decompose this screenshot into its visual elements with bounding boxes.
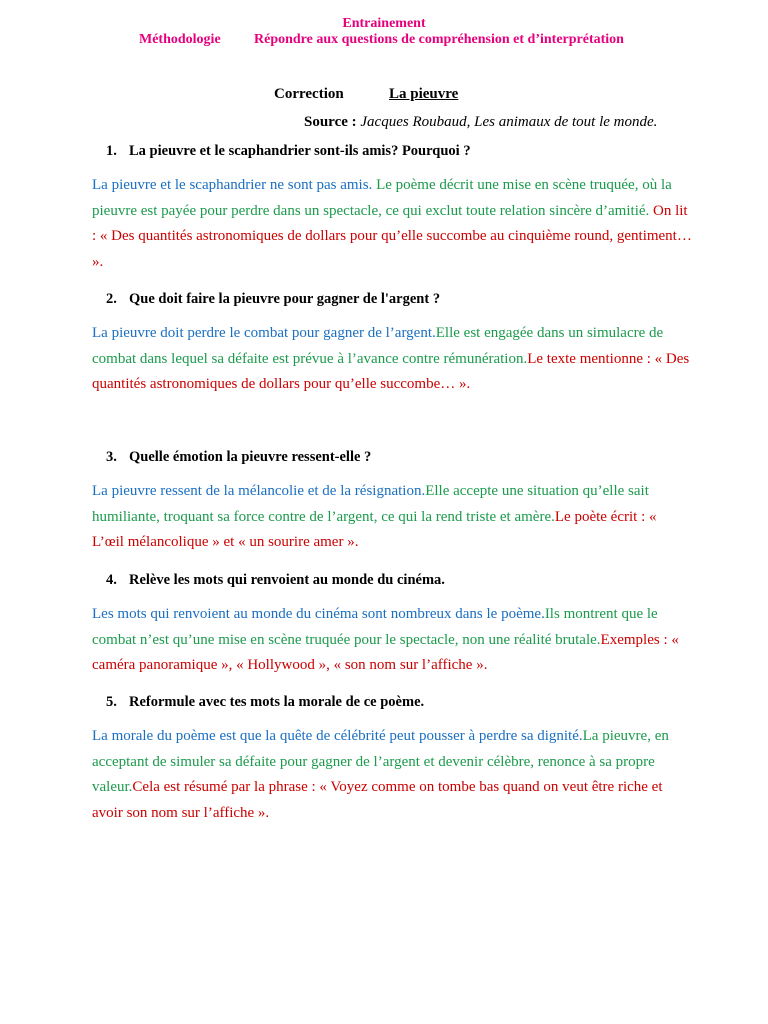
- answer-claim: Les mots qui renvoient au monde du cinéma sont nombreux dans le poème.: [92, 606, 545, 622]
- question-3: [106, 449, 371, 466]
- question-number: 1.: [106, 143, 117, 159]
- question-number: 4.: [106, 572, 117, 588]
- source-line: [304, 114, 657, 131]
- question-5: [106, 694, 424, 711]
- question-text: Reformule avec tes mots la morale de ce poème.: [129, 694, 425, 710]
- question-text: Quelle émotion la pieuvre ressent-elle ?: [129, 449, 372, 465]
- answer-quote: On lit : « Des quantités astronomiques de dollars pour qu’elle succombe au cinquième round, gentiment… ».: [92, 202, 692, 270]
- answer-quote: Le poète écrit : « L’œil mélancolique » et « un sourire amer ».: [92, 508, 657, 550]
- answer-quote: Exemples : « caméra panoramique », « Hollywood », « son nom sur l’affiche ».: [92, 631, 679, 673]
- answer-explanation: Le poème décrit une mise en scène truquée, où la pieuvre est payée pour perdre dans un spectacle, ce qui exclut toute relation sincère d’amitié.: [92, 177, 672, 219]
- question-2: [106, 291, 440, 308]
- correction-label: Correction: [274, 86, 344, 102]
- answer-5: [92, 724, 692, 826]
- question-number: 2.: [106, 291, 117, 307]
- question-number: 3.: [106, 449, 117, 465]
- answer-1: [92, 173, 692, 275]
- answer-2: [92, 321, 692, 398]
- document-title: La pieuvre: [389, 86, 459, 102]
- answer-claim: La pieuvre ressent de la mélancolie et de la résignation.: [92, 483, 426, 499]
- answer-claim: La pieuvre doit perdre le combat pour gagner de l’argent.: [92, 325, 436, 341]
- answer-quote: Cela est résumé par la phrase : « Voyez comme on tombe bas quand on veut être riche et avoir son nom sur l’affiche ».: [92, 779, 663, 821]
- answer-explanation: Elle est engagée dans un simulacre de combat dans lequel sa défaite est prévue à l’avance contre rémunération.: [92, 325, 664, 367]
- answer-4: [92, 602, 692, 679]
- question-1: [106, 143, 471, 160]
- answer-explanation: La pieuvre, en acceptant de simuler sa défaite pour gagner de l’argent et devenir célèbre, renonce à sa propre valeur.: [92, 728, 669, 795]
- question-text: Que doit faire la pieuvre pour gagner de l'argent ?: [129, 291, 441, 307]
- question-4: [106, 572, 445, 589]
- question-number: 5.: [106, 694, 117, 710]
- answer-quote: Le texte mentionne : « Des quantités astronomiques de dollars pour qu’elle succombe… ».: [92, 350, 690, 392]
- header-methodology: Méthodologie: [139, 32, 221, 47]
- answer-explanation: Elle accepte une situation qu’elle sait humiliante, troquant sa force contre de l’argent, ce qui la rend triste et amère.: [92, 483, 649, 525]
- answer-3: [92, 479, 692, 556]
- question-text: La pieuvre et le scaphandrier sont-ils amis? Pourquoi ?: [129, 143, 471, 159]
- answer-explanation: Ils montrent que le combat n’est qu’une mise en scène truquée pour le spectacle, non une réalité brutale.: [92, 606, 658, 648]
- header-subtitle: Répondre aux questions de compréhension et d’interprétation: [254, 32, 624, 47]
- source-label: Source :: [304, 114, 357, 130]
- header-title: Entrainement: [342, 16, 426, 31]
- answer-claim: La morale du poème est que la quête de célébrité peut pousser à perdre sa dignité.: [92, 728, 583, 744]
- answer-claim: La pieuvre et le scaphandrier ne sont pas amis.: [92, 177, 373, 193]
- source-value: Jacques Roubaud, Les animaux de tout le monde.: [360, 114, 658, 130]
- question-text: Relève les mots qui renvoient au monde du cinéma.: [129, 572, 445, 588]
